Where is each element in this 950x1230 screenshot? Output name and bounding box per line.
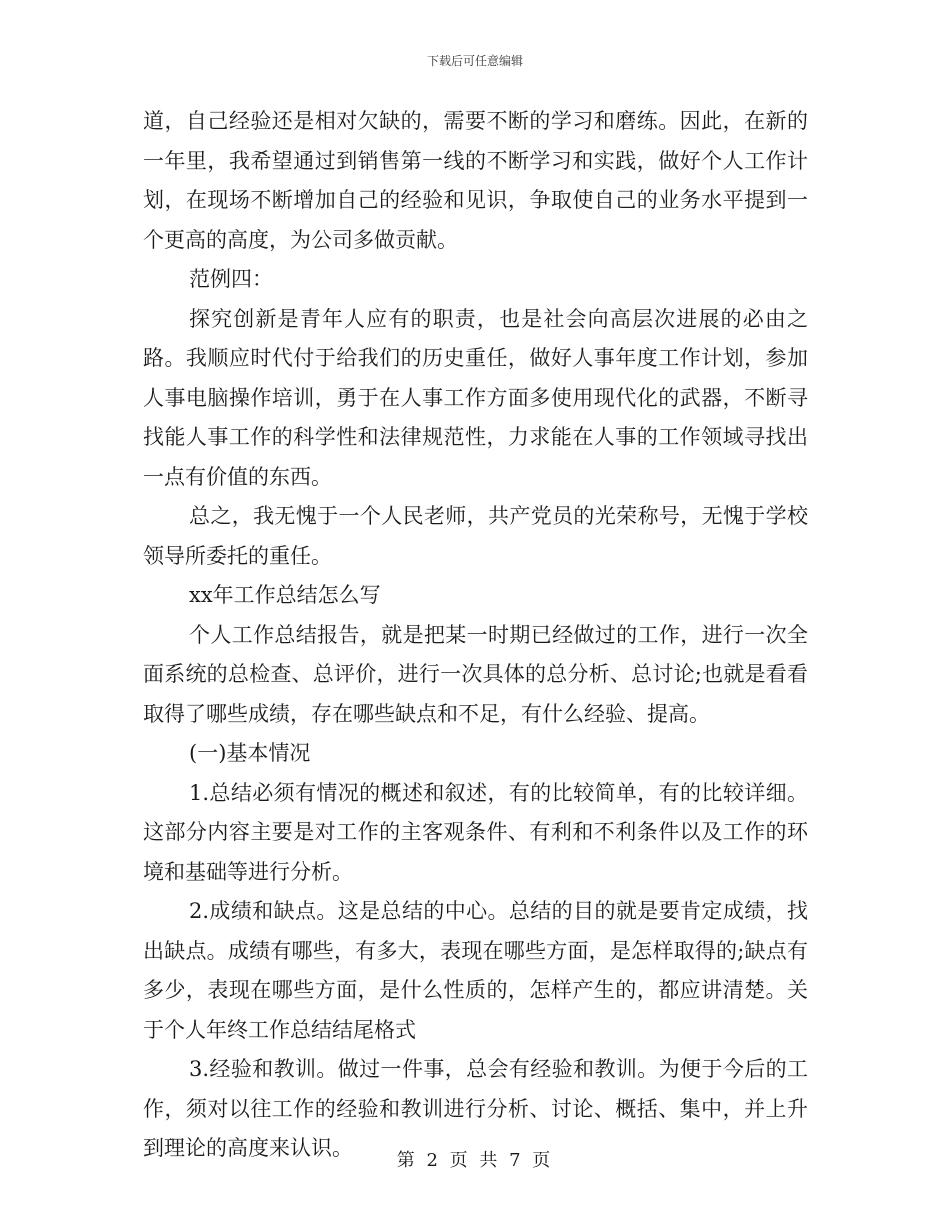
paragraph-6: 个人工作总结报告，就是把某一时期已经做过的工作，进行一次全面系统的总检查、总评价，进行一次具体的总分析、总讨论;也就是看看取得了哪些成绩，存在哪些缺点和不足，有什么经验、提高。 xyxy=(143,622,808,726)
paragraph-4: 总之，我无愧于一个人民老师，共产党员的光荣称号，无愧于学校领导所委托的重任。 xyxy=(143,504,808,568)
page-footer: 第 2 页 共 7 页 xyxy=(396,1150,554,1171)
paragraph-9: 2.成绩和缺点。这是总结的中心。总结的目的就是要肯定成绩，找出缺点。成绩有哪些，有多大，表现在哪些方面，是怎样取得的;缺点有多少，表现在哪些方面，是什么性质的，怎样产生的，都应讲清楚。关于个人年终工作总结结尾格式 xyxy=(143,899,808,1042)
paragraph-8: 1.总结必须有情况的概述和叙述，有的比较简单，有的比较详细。这部分内容主要是对工作的主客观条件、有利和不利条件以及工作的环境和基础等进行分析。 xyxy=(143,780,808,884)
paragraph-2: 范例四： xyxy=(189,267,273,291)
paragraph-1: 道，自己经验还是相对欠缺的，需要不断的学习和磨练。因此，在新的一年里，我希望通过到销售第一线的不断学习和实践，做好个人工作计划，在现场不断增加自己的经验和见识，争取使自己的业务水平提到一个更高的高度，为公司多做贡献。 xyxy=(143,109,808,252)
paragraph-7: (一)基本情况 xyxy=(189,741,311,765)
paragraph-3: 探究创新是青年人应有的职责，也是社会向高层次进展的必由之路。我顺应时代付于给我们的历史重任，做好人事年度工作计划，参加人事电脑操作培训，勇于在人事工作方面多使用现代化的武器，不断寻找能人事工作的科学性和法律规范性，力求能在人事的工作领域寻找出一点有价值的东西。 xyxy=(143,306,808,489)
document-body xyxy=(143,102,808,1169)
page-header: 下载后可任意编辑 xyxy=(426,54,523,68)
paragraph-5: xx年工作总结怎么写 xyxy=(189,583,381,607)
paragraph-10: 3.经验和教训。做过一件事，总会有经验和教训。为便于今后的工作，须对以往工作的经验和教训进行分析、讨论、概括、集中，并上升到理论的高度来认识。 xyxy=(143,1057,808,1160)
